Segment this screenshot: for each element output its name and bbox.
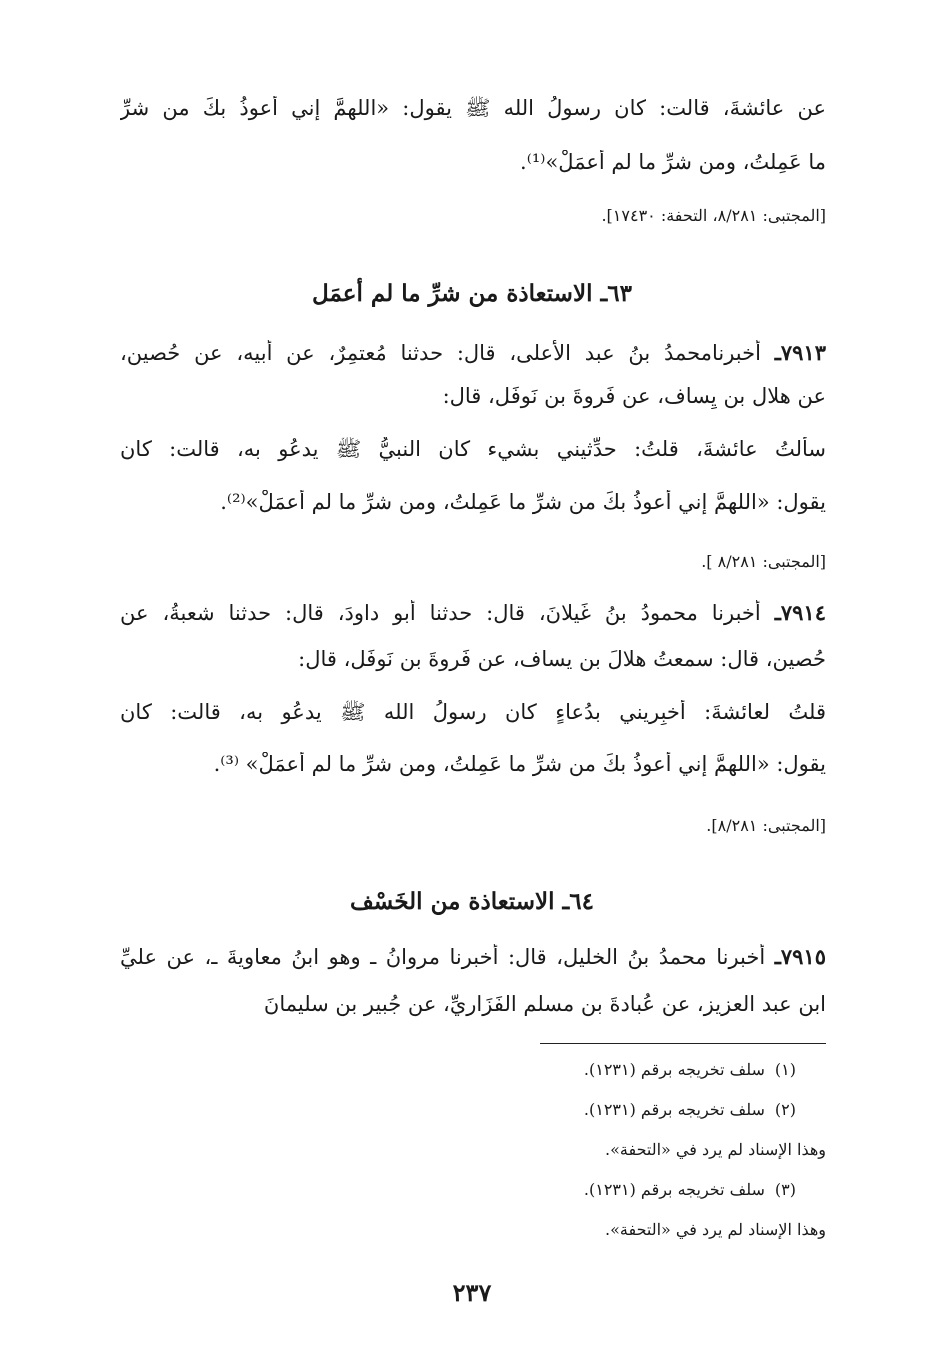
reference-note: [المجتبى: ٨/٢٨١، التحفة: ١٧٤٣٠].: [601, 206, 826, 225]
hadith-7913-line-1: ٧٩١٣ـ أخبرنامحمدُ بنُ عبد الأعلى، قال: حدثنا مُعتمِرٌ، عن أبيه، عن حُصين،: [120, 340, 826, 365]
footnote-divider: [540, 1043, 826, 1044]
reference-note: [المجتبى: ٨/٢٨١].: [706, 816, 826, 835]
footnote: (٣)سلف تخريجه برقم (١٢٣١).: [583, 1180, 796, 1199]
text-line: ابن عبد العزيز، عن عُبادةَ بن مسلم الفَزَاريِّ، عن جُبير بن سليمانَ: [263, 992, 826, 1016]
text-line: عن هلال بن يِساف، عن فَروةَ بن نَوفَل، قال:: [442, 384, 826, 408]
text-line: قلتُ لعائشةَ: أخبِريني بدُعاءٍ كان رسولُ الله ﷺ يدعُو به، قالت: كان: [120, 700, 826, 724]
reference-note: [المجتبى: ٨/٢٨١ ].: [701, 552, 826, 571]
footnote: (١)سلف تخريجه برقم (١٢٣١).: [583, 1060, 796, 1079]
section-heading-64: ٦٤ـ الاستعاذة من الخَسْف: [350, 888, 594, 915]
text-line: ما عَمِلتُ، ومن شرِّ ما لم أعمَلْ»⁽¹⁾.: [520, 150, 826, 174]
footnote: (٢)سلف تخريجه برقم (١٢٣١).: [583, 1100, 796, 1119]
footnote-continuation: وهذا الإسناد لم يرد في «التحفة».: [605, 1220, 826, 1239]
hadith-number: ٧٩١٤ـ: [774, 600, 826, 625]
hadith-number: ٧٩١٣ـ: [774, 340, 826, 365]
text-line: سألتُ عائشةَ، قلتُ: حدِّثيني بشيء كان النبيُّ ﷺ يدعُو به، قالت: كان: [120, 437, 826, 461]
text-line: حُصين، قال: سمعتُ هلالَ بن يساف، عن فَروةَ بن نَوفَل، قال:: [298, 647, 826, 671]
hadith-number: ٧٩١٥ـ: [774, 944, 826, 969]
page-number: ٢٣٧: [452, 1278, 492, 1307]
text-line: يقول: «اللهمَّ إني أعوذُ بكَ من شرِّ ما عَمِلتُ، ومن شرِّ ما لم أعمَلْ»⁽²⁾.: [220, 490, 826, 514]
text-line: يقول: «اللهمَّ إني أعوذُ بكَ من شرِّ ما عَمِلتُ، ومن شرِّ ما لم أعمَلْ» ⁽³⁾.: [213, 752, 826, 776]
text-line: عن عائشةَ، قالت: كان رسولُ الله ﷺ يقول: «اللهمَّ إني أعوذُ بكَ من شرِّ: [120, 96, 826, 120]
footnote-continuation: وهذا الإسناد لم يرد في «التحفة».: [605, 1140, 826, 1159]
hadith-7914-line-1: ٧٩١٤ـ أخبرنا محمودُ بنُ غَيلانَ، قال: حدثنا أبو داودَ، قال: حدثنا شعبةُ، عن: [120, 600, 826, 625]
hadith-7915-line-1: ٧٩١٥ـ أخبرنا محمدُ بنُ الخليل، قال: أخبرنا مروانُ ـ وهو ابنُ معاويةَ ـ، عن عليِّ: [120, 944, 826, 969]
section-heading-63: ٦٣ـ الاستعاذة من شرِّ ما لم أعمَل: [312, 280, 632, 307]
